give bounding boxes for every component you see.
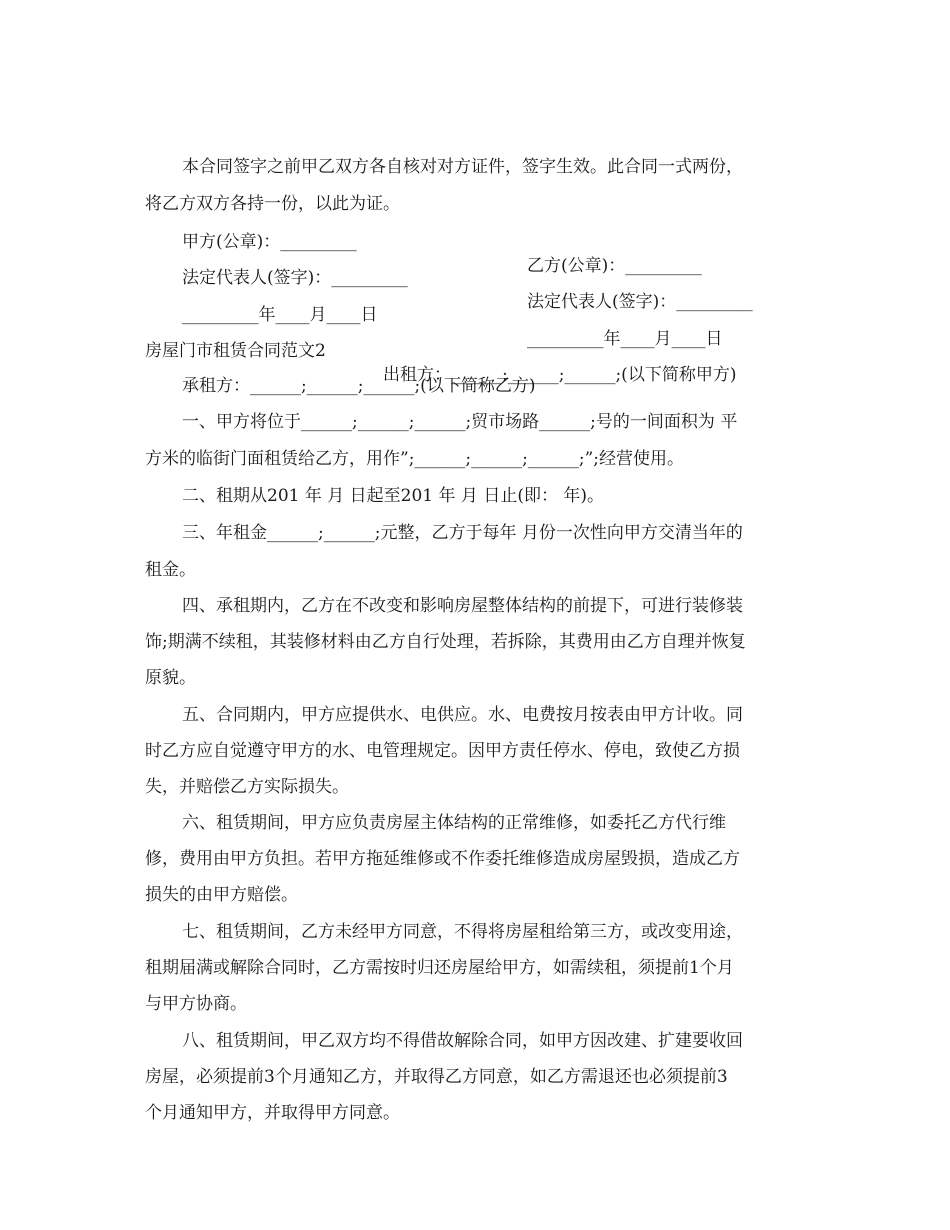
clause-4-line-1: 四、承租期内，乙方在不改变和影响房屋整体结构的前提下，可进行装修装 xyxy=(182,596,743,616)
clause-3-line-2: 租金。 xyxy=(145,560,196,580)
party-a-seal-field: 甲方(公章)：_________ xyxy=(182,232,357,252)
clause-7-line-3: 与甲方协商。 xyxy=(145,994,247,1014)
contract-title: 房屋门市租赁合同范文2 xyxy=(145,341,326,361)
clause-7-line-1: 七、租赁期间，乙方未经甲方同意，不得将房屋租给第三方，或改变用途， xyxy=(182,922,743,942)
clause-2-line-1: 二、租期从201 年 月 日起至201 年 月 日止(即： 年)。 xyxy=(182,486,604,506)
clause-6-line-2: 修，费用由甲方负担。若甲方拖延维修或不作委托维修造成房屋毁损，造成乙方 xyxy=(145,849,740,869)
preamble-line-2: 将乙方双方各持一份，以此为证。 xyxy=(145,194,400,214)
clause-1-line-1: 一、甲方将位于______;______;______;贸市场路______;号的一间面积为 平 xyxy=(182,412,738,432)
lessee-field: 承租方：______;______;______;(以下简称乙方) xyxy=(182,376,536,396)
party-b-rep-field: 法定代表人(签字)：_________ xyxy=(527,292,753,312)
clause-5-line-1: 五、合同期内，甲方应提供水、电供应。水、电费按月按表由甲方计收。同 xyxy=(182,705,743,725)
clause-6-line-1: 六、租赁期间，甲方应负责房屋主体结构的正常维修，如委托乙方代行维 xyxy=(182,813,726,833)
party-a-date-field: _________年____月____日 xyxy=(182,305,378,325)
party-a-rep-field: 法定代表人(签字)：_________ xyxy=(182,268,408,288)
clause-7-line-2: 租期届满或解除合同时，乙方需按时归还房屋给甲方，如需续租，须提前1个月 xyxy=(145,958,734,978)
lessor-field: 出租方：______;______;______;(以下简称甲方) xyxy=(383,365,737,385)
clause-4-line-3: 原貌。 xyxy=(145,668,196,688)
clause-3-line-1: 三、年租金______;______;元整，乙方于每年 月份一次性向甲方交清当年的 xyxy=(182,523,743,543)
clause-5-line-3: 失，并赔偿乙方实际损失。 xyxy=(145,777,349,797)
clause-4-line-2: 饰;期满不续租，其装修材料由乙方自行处理，若拆除，其费用由乙方自理并恢复 xyxy=(145,632,746,652)
preamble-line-1: 本合同签字之前甲乙双方各自核对对方证件，签字生效。此合同一式两份， xyxy=(182,157,743,177)
party-b-seal-field: 乙方(公章)：_________ xyxy=(527,256,702,276)
party-b-date-field: _________年____月____日 xyxy=(527,329,723,349)
clause-8-line-2: 房屋，必须提前3个月通知乙方，并取得乙方同意，如乙方需退还也必须提前3 xyxy=(145,1067,728,1087)
clause-1-line-2: 方米的临街门面租赁给乙方，用作”;______;______;______;”;经营使用。 xyxy=(145,449,685,469)
clause-8-line-1: 八、租赁期间，甲乙双方均不得借故解除合同，如甲方因改建、扩建要收回 xyxy=(182,1031,743,1051)
clause-6-line-3: 损失的由甲方赔偿。 xyxy=(145,885,298,905)
clause-8-line-3: 个月通知甲方，并取得甲方同意。 xyxy=(145,1103,400,1123)
clause-5-line-2: 时乙方应自觉遵守甲方的水、电管理规定。因甲方责任停水、停电，致使乙方损 xyxy=(145,741,740,761)
